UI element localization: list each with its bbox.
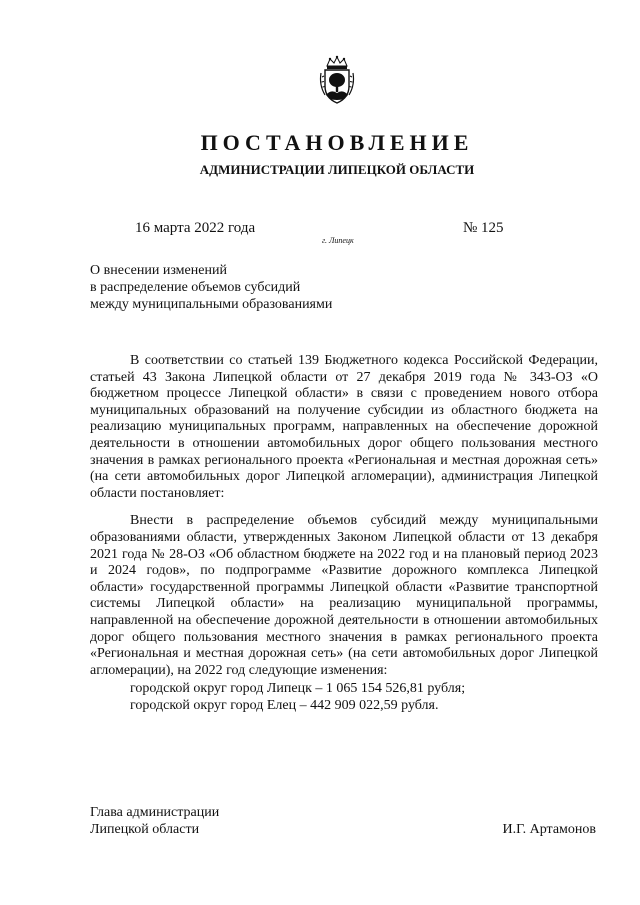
signatory-name: И.Г. Артамонов — [502, 822, 596, 837]
document-body — [90, 353, 598, 714]
lipetsk-coat-of-arms-icon — [318, 55, 356, 105]
signatory-position-line: Глава администрации — [90, 805, 220, 820]
signatory-position-line: Липецкой области — [90, 822, 200, 837]
subsidy-item: городской округ город Липецк – 1 065 154 526,81 рубля; — [130, 681, 466, 697]
document-title: ПОСТАНОВЛЕНИЕ — [200, 130, 474, 155]
document-heading — [90, 262, 332, 313]
document-city: г. Липецк — [322, 236, 354, 245]
document-number: № 125 — [463, 220, 504, 236]
body-paragraph: Внести в распределение объемов субсидий между муниципальными образованиями области, утвержденных Законом Липецкой области от 13 декабря 2021 года № 28-ОЗ «Об областном бюджете на 2022 год и на плановый период 2023 и 2024 годов», по подпрограмме «Развитие дорожного комплекса Липецкой области» государственной программы Липецкой области «Развитие транспортной системы Липецкой области» на реализацию муниципальной программы, направленной на обеспечение дорожной деятельности в отношении автомобильных дорог общего пользования местного значения в рамках регионального проекта «Региональная и местная дорожная сеть» (на сети автомобильных дорог Липецкой агломерации), на 2022 год следующие изменения: — [90, 513, 598, 678]
heading-line: между муниципальными образованиями — [90, 297, 333, 312]
signatory-position — [90, 804, 219, 838]
heading-line: в распределение объемов субсидий — [90, 280, 301, 295]
document-subtitle: АДМИНИСТРАЦИИ ЛИПЕЦКОЙ ОБЛАСТИ — [199, 162, 475, 177]
body-paragraph: В соответствии со статьей 139 Бюджетного кодекса Российской Федерации, статьей 43 Закона Липецкой области от 27 декабря 2019 года № 343-ОЗ «О бюджетном процессе Липецкой области» в связи с проведением нового отбора муниципальных образований на получение субсидии из областного бюджета на реализацию муниципальных программ, направленных на обеспечение дорожной деятельности в отношении автомобильных дорог общего пользования местного значения в рамках регионального проекта «Региональная и местная дорожная сеть» (на сети автомобильных дорог Липецкой агломерации), администрация Липецкой области постановляет: — [90, 353, 598, 501]
subsidy-item: городской округ город Елец – 442 909 022,59 рубля. — [130, 697, 439, 713]
heading-line: О внесении изменений — [90, 263, 227, 278]
subsidy-list — [90, 681, 598, 714]
document-date: 16 марта 2022 года — [135, 220, 256, 236]
